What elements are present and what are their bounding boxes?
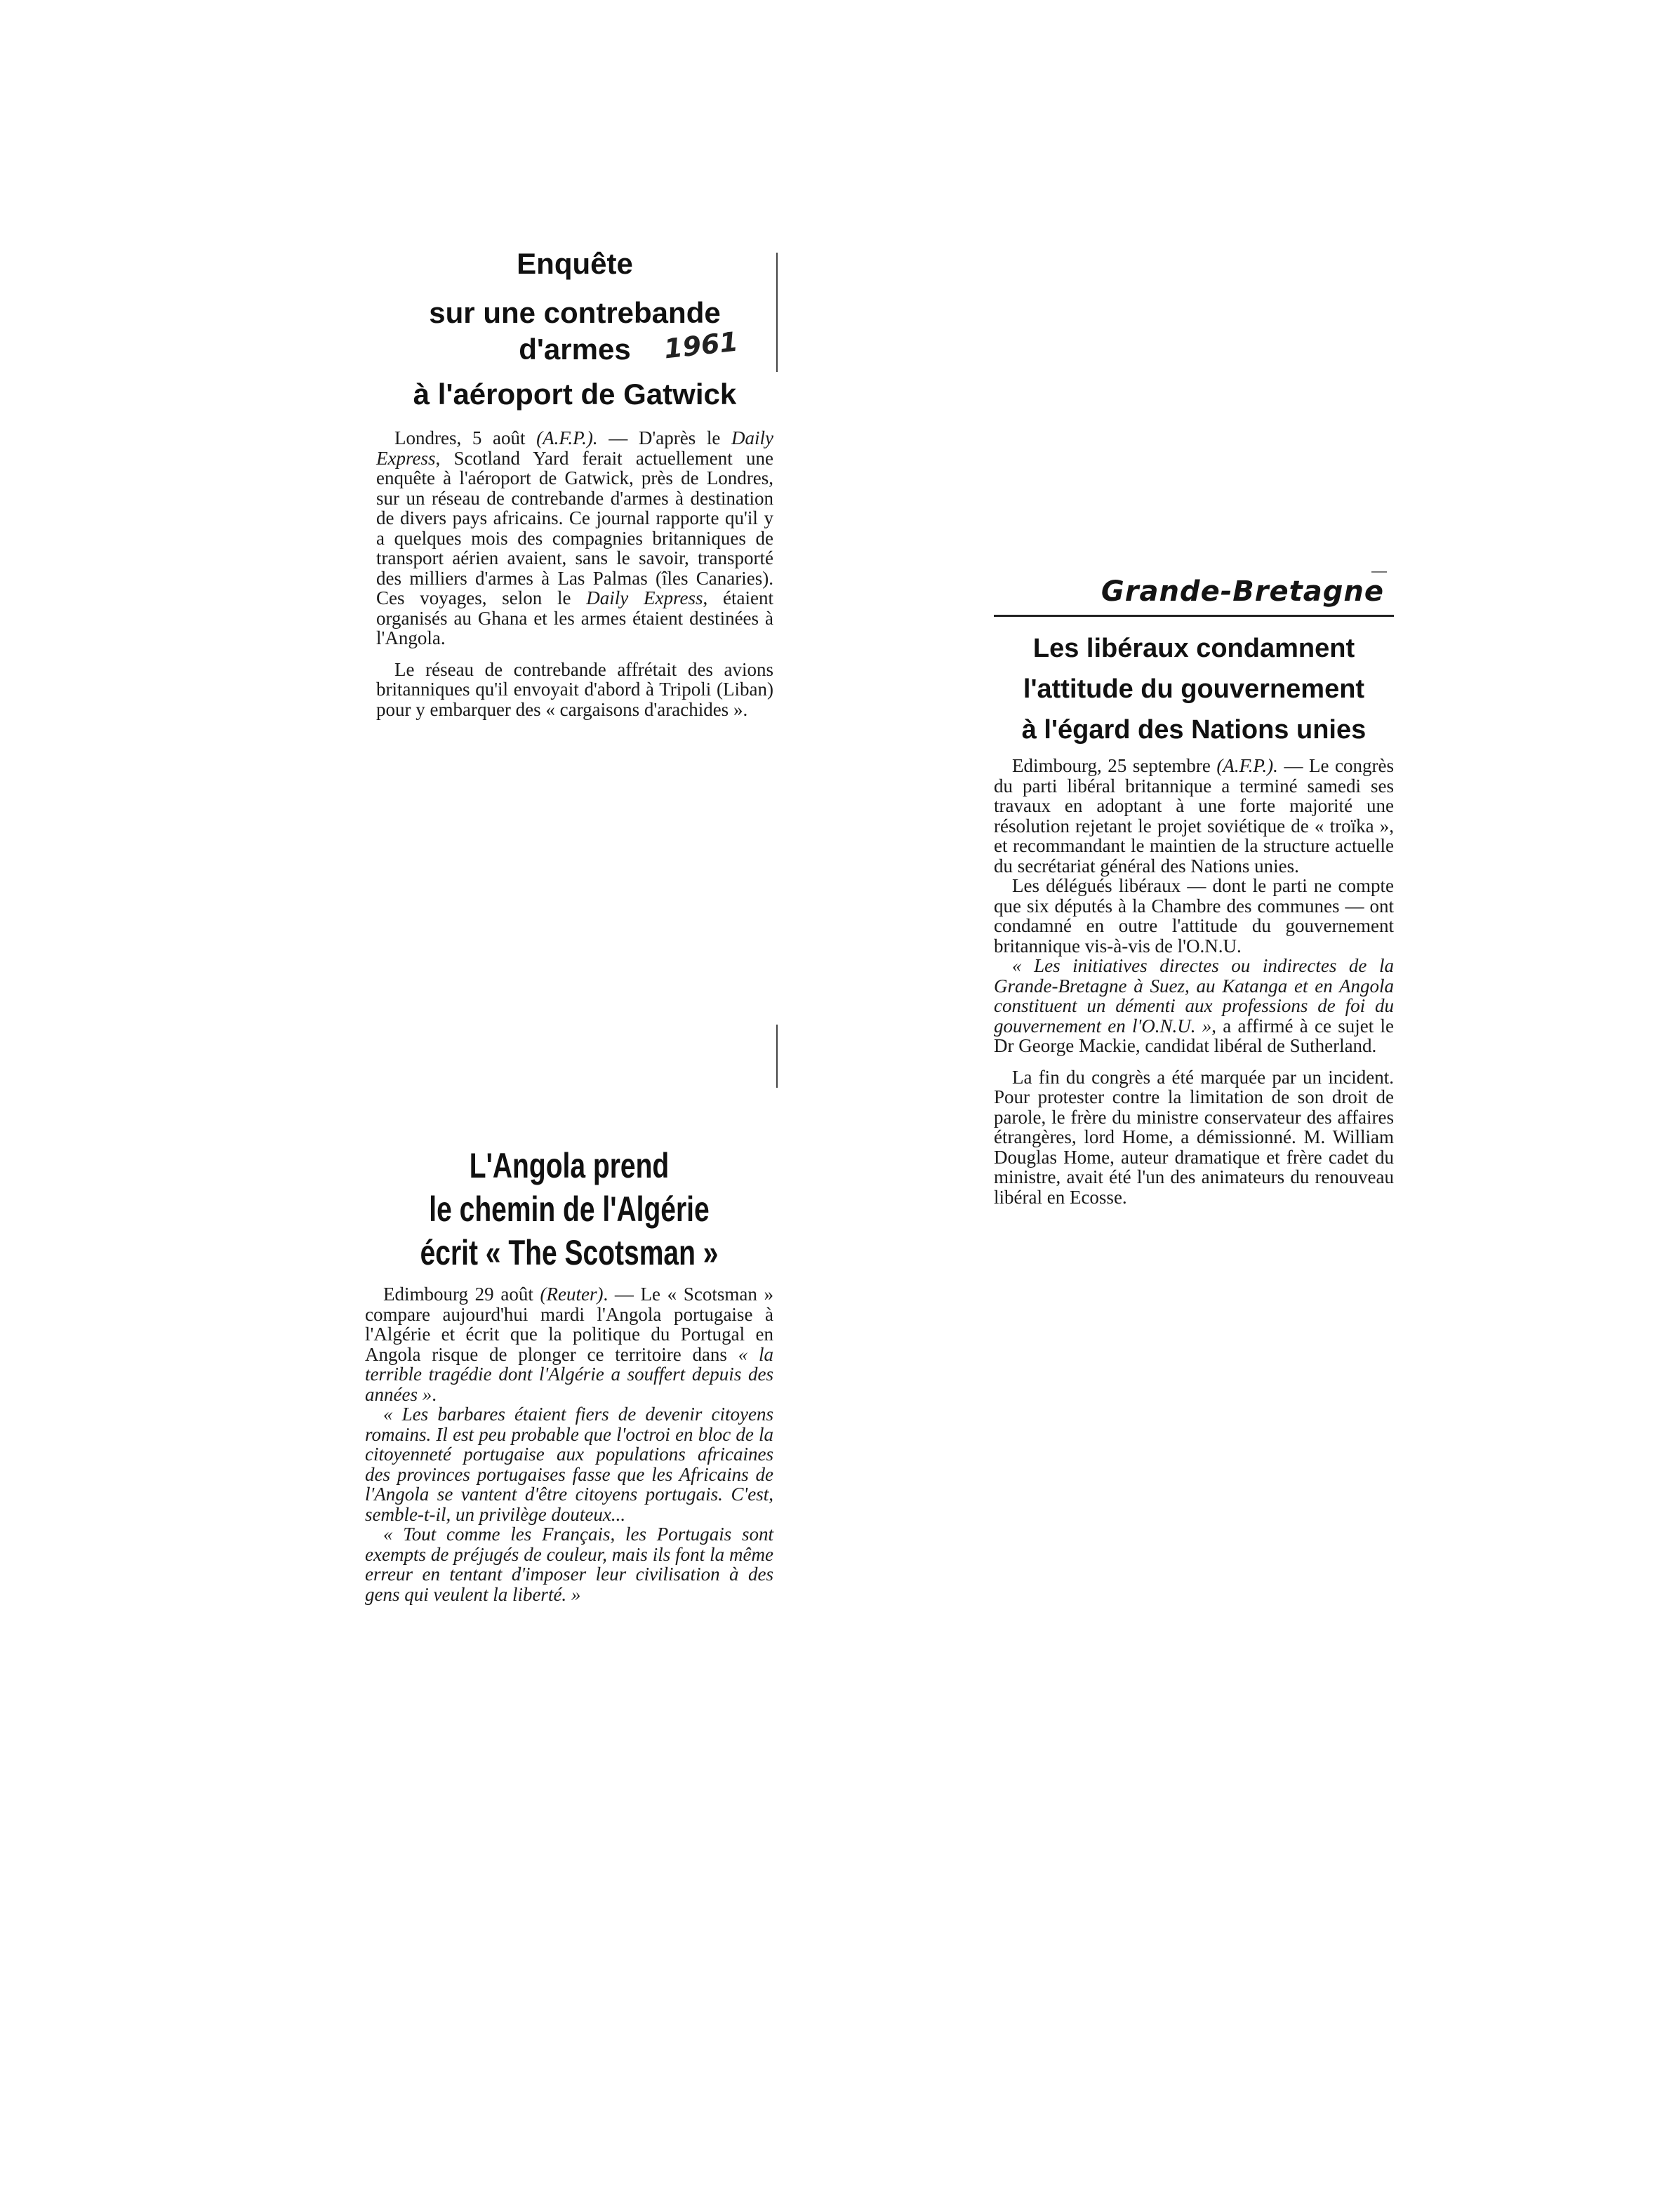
dateline: Edimbourg 29 août bbox=[383, 1284, 533, 1305]
publication-name: Daily Express bbox=[376, 427, 773, 469]
headline-line-2: l'attitude du gouvernement bbox=[1023, 674, 1365, 704]
headline-line-1: L'Angola prend bbox=[469, 1146, 670, 1185]
headline-line-3: à l'aéroport de Gatwick bbox=[413, 378, 737, 411]
quote: « Les initiatives directes ou indirectes de la Grande-Bretagne à Suez, au Katanga et en Angola constituent un démenti aux professions de foi du gouvernement en l'O.N.U. » bbox=[994, 955, 1394, 1037]
headline-line-2: sur une contrebande d'armes bbox=[429, 296, 721, 366]
headline-line-3: écrit « The Scotsman » bbox=[420, 1233, 719, 1272]
article-body bbox=[994, 756, 1394, 1207]
paragraph: Le réseau de contrebande affrétait des avions britanniques qu'il envoyait d'abord à Tripoli (Liban) pour y embarquer des « cargaisons d'arachides ». bbox=[376, 658, 773, 720]
text-run: . — Le « Scotsman » compare aujourd'hui mardi l'Angola portugaise à l'Algérie et écrit que la politique du Portugal en Angola risque de plonger ce territoire dans bbox=[365, 1284, 774, 1365]
article-liberaux bbox=[994, 575, 1394, 1207]
headline-line-3: à l'égard des Nations unies bbox=[1021, 715, 1367, 745]
paragraph: La fin du congrès a été marquée par un incident. Pour protester contre la limitation de son droit de parole, le frère du ministre conservateur des affaires étrangères, lord Home, a démissionné. M. William Douglas Home, auteur dramatique et frère cadet du ministre, avait été l'un des animateurs du renouveau libéral en Ecosse. bbox=[994, 1066, 1394, 1208]
dateline: Londres, 5 août bbox=[394, 427, 526, 448]
headline-line-2: le chemin de l'Algérie bbox=[429, 1190, 710, 1229]
article-body bbox=[365, 1284, 773, 1604]
article-gatwick bbox=[376, 246, 773, 719]
section-label: Grande-Bretagne bbox=[994, 575, 1394, 617]
text-run: — D'après le bbox=[597, 427, 731, 448]
quote: « la terrible tragédie dont l'Algérie a souffert depuis des années » bbox=[365, 1343, 773, 1405]
section-rule bbox=[1371, 571, 1387, 573]
text-run: , Scotland Yard ferait actuellement une enquête à l'aéroport de Gatwick, près de Londres, sur un réseau de contrebande d'armes à destination de divers pays africains. Ce journal rapporte qu'il y a quelques mois des compagnies britanniques de transport aérien avaient, sans le savoir, transporté des milliers d'armes à Las Palmas (îles Canaries). Ces voyages, selon le bbox=[376, 447, 773, 608]
text-run: , a affirmé à ce sujet le Dr George Mackie, candidat libéral de Sutherland. bbox=[994, 1015, 1394, 1056]
text-run: — Le congrès du parti libéral britannique a terminé samedi ses travaux en adoptant à une forte majorité une résolution rejetant le projet soviétique de « troïka », et recommandant le maintien de la structure actuelle du secrétariat général des Nations unies. bbox=[994, 755, 1395, 877]
headline-line-1: Les libéraux condamnent bbox=[1032, 634, 1355, 663]
paragraph: « Tout comme les Français, les Portugais sont exempts de préjugés de couleur, mais ils font la même erreur en tentant d'imposer leur civilisation à des gens qui veulent la liberté. » bbox=[365, 1524, 773, 1605]
paragraph bbox=[994, 956, 1394, 1056]
article-body bbox=[376, 428, 773, 719]
handwritten-year: 1961 bbox=[662, 326, 740, 365]
dateline: Edimbourg, 25 septembre bbox=[1012, 755, 1211, 776]
source: (A.F.P.). bbox=[1216, 755, 1278, 776]
text-run: , étaient organisés au Ghana et les armes étaient destinées à l'Angola. bbox=[376, 587, 773, 648]
paragraph bbox=[376, 428, 773, 648]
column-rule bbox=[776, 1025, 778, 1088]
publication-name: Daily Express bbox=[586, 587, 703, 608]
source: (A.F.P.). bbox=[536, 427, 598, 448]
paragraph: Les délégués libéraux — dont le parti ne compte que six députés à la Chambre des communes — ont condamné en outre l'attitude du gouvernement britannique vis-à-vis de l'O.N.U. bbox=[994, 875, 1394, 957]
paragraph bbox=[994, 756, 1394, 876]
source: (Reuter) bbox=[540, 1284, 604, 1305]
text-run: . bbox=[432, 1383, 437, 1405]
column-rule bbox=[776, 253, 778, 372]
paragraph bbox=[365, 1284, 773, 1404]
headline-line-1: Enquête bbox=[517, 247, 633, 280]
paragraph: « Les barbares étaient fiers de devenir citoyens romains. Il est peu probable que l'octroi en bloc de la citoyenneté portugaise aux populations africaines des provinces portugaises fasse que les Africains de l'Angola se vantent d'être citoyens portugais. C'est, semble-t-il, un privilège douteux... bbox=[365, 1404, 773, 1525]
article-angola bbox=[365, 1144, 773, 1604]
